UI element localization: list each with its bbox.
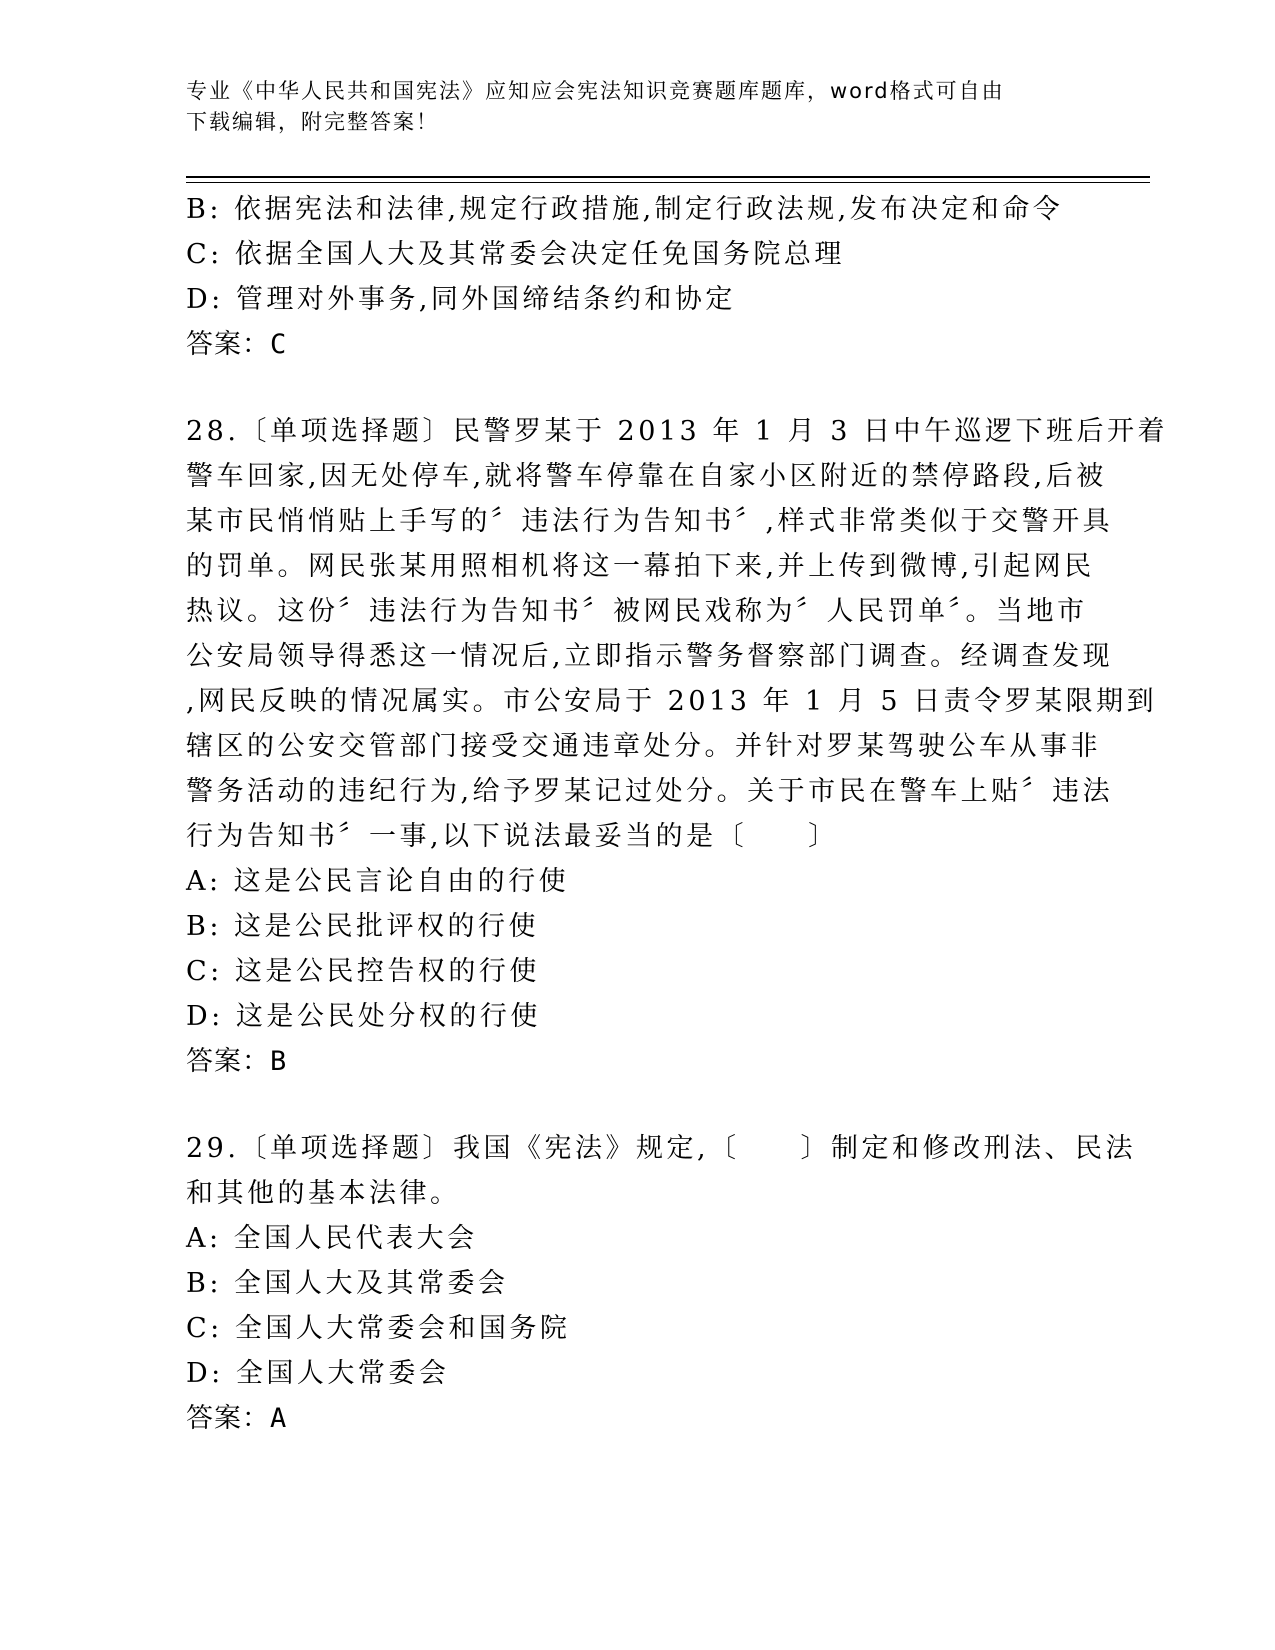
option-c: C: 全国人大常委会和国务院: [186, 1313, 571, 1344]
carryover-question: [186, 187, 1076, 367]
stem-line: 某市民悄悄贴上手写的〞违法行为告知书〞,样式非常类似于交警开具: [186, 506, 1114, 537]
answer-value: A: [270, 1403, 288, 1434]
stem-line: 警车回家,因无处停车,就将警车停靠在自家小区附近的禁停路段,后被: [186, 461, 1107, 492]
option-a: A: 全国人民代表大会: [186, 1223, 478, 1254]
option-d: D: 管理对外事务,同外国缔结条约和协定: [186, 284, 736, 315]
answer-line: [186, 1396, 1076, 1441]
option-c: C: 依据全国人大及其常委会决定任免国务院总理: [186, 239, 845, 270]
answer-label: 答案：: [186, 1403, 270, 1434]
answer-label: 答案：: [186, 1046, 270, 1077]
question-28: [186, 409, 1169, 1084]
option-d: D: 这是公民处分权的行使: [186, 1001, 541, 1032]
option-b: B: 全国人大及其常委会: [186, 1268, 509, 1299]
answer-label: 答案：: [186, 329, 270, 360]
stem-line: 辖区的公安交管部门接受交通违章处分。并针对罗某驾驶公车从事非: [186, 731, 1101, 762]
answer-line: [186, 322, 1076, 367]
option-c: C: 这是公民控告权的行使: [186, 956, 540, 987]
answer-line: [186, 1039, 1076, 1084]
header-line-1: 专业《中华人民共和国宪法》应知应会宪法知识竞赛题库题库，word格式可自由: [186, 79, 1005, 103]
header-rule-thick: [186, 176, 1150, 178]
option-d: D: 全国人大常委会: [186, 1358, 450, 1389]
question-stem: [186, 409, 1169, 859]
document-body: [186, 187, 1169, 1441]
document-header: [186, 76, 1076, 138]
question-29: [186, 1126, 1137, 1441]
header-rule-thin: [186, 182, 1150, 183]
stem-line: 28.〔单项选择题〕民警罗某于 2013 年 1 月 3 日中午巡逻下班后开着: [186, 416, 1169, 447]
stem-line: 警务活动的违纪行为,给予罗某记过处分。关于市民在警车上贴〞违法: [186, 776, 1114, 807]
header-line-2: 下载编辑，附完整答案！: [186, 110, 439, 134]
stem-line: 热议。这份〞违法行为告知书〞被网民戏称为〞人民罚单〞。当地市: [186, 596, 1088, 627]
option-b: B: 依据宪法和法律,规定行政措施,制定行政法规,发布决定和命令: [186, 194, 1064, 225]
stem-line: 和其他的基本法律。: [186, 1178, 461, 1209]
stem-line: 行为告知书〞一事,以下说法最妥当的是〔 〕: [186, 821, 839, 852]
answer-value: B: [270, 1046, 288, 1077]
option-b: B: 这是公民批评权的行使: [186, 911, 540, 942]
answer-value: C: [270, 329, 288, 360]
stem-line: ,网民反映的情况属实。市公安局于 2013 年 1 月 5 日责令罗某限期到: [186, 686, 1158, 717]
stem-line: 29.〔单项选择题〕我国《宪法》规定,〔 〕制定和修改刑法、民法: [186, 1133, 1137, 1164]
option-a: A: 这是公民言论自由的行使: [186, 866, 570, 897]
question-stem: [186, 1126, 1137, 1216]
stem-line: 的罚单。网民张某用照相机将这一幕拍下来,并上传到微博,引起网民: [186, 551, 1095, 582]
stem-line: 公安局领导得悉这一情况后,立即指示警务督察部门调查。经调查发现: [186, 641, 1114, 672]
